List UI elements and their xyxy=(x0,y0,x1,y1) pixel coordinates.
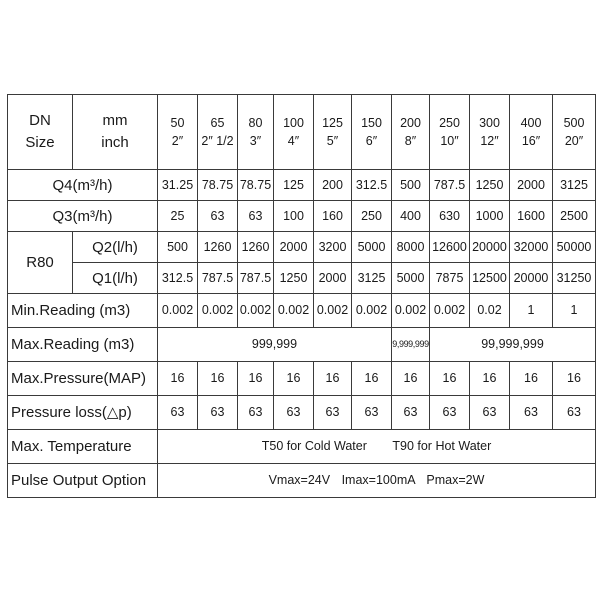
pressure-loss-value: 63 xyxy=(274,396,314,430)
q2-value: 50000 xyxy=(553,232,596,263)
q1-value: 7875 xyxy=(430,263,470,294)
q1-value: 5000 xyxy=(392,263,430,294)
q3-value: 250 xyxy=(352,201,392,232)
q3-value: 1600 xyxy=(510,201,553,232)
hot-water-temperature: T90 for Hot Water xyxy=(392,439,492,454)
pressure-loss-value: 63 xyxy=(553,396,596,430)
specification-table xyxy=(7,94,596,498)
q3-value: 25 xyxy=(158,201,198,232)
max-pressure-value: 16 xyxy=(510,362,553,396)
q3-value: 630 xyxy=(430,201,470,232)
max-pressure-value: 16 xyxy=(238,362,274,396)
min-reading-value: 0.002 xyxy=(198,294,238,328)
max-pressure-value: 16 xyxy=(274,362,314,396)
q2-value: 2000 xyxy=(274,232,314,263)
q2-value: 1260 xyxy=(238,232,274,263)
max-pressure-value: 16 xyxy=(470,362,510,396)
min-reading-value: 0.002 xyxy=(430,294,470,328)
pressure-loss-value: 63 xyxy=(352,396,392,430)
q1-label: Q1(l/h) xyxy=(73,263,158,294)
q3-value: 1000 xyxy=(470,201,510,232)
min-reading-row xyxy=(8,294,596,328)
r80-label: R80 xyxy=(8,232,73,294)
q4-value: 312.5 xyxy=(352,170,392,201)
q4-value: 1250 xyxy=(470,170,510,201)
size-cell: 150 6″ xyxy=(352,95,392,170)
q4-label: Q4(m³/h) xyxy=(8,170,158,201)
max-pressure-label: Max.Pressure(MAP) xyxy=(8,362,158,396)
min-reading-value: 0.002 xyxy=(158,294,198,328)
imax-value: Imax=100mA xyxy=(341,473,415,488)
max-reading-group-3: 99,999,999 xyxy=(430,328,596,362)
pressure-loss-value: 63 xyxy=(238,396,274,430)
q4-value: 787.5 xyxy=(430,170,470,201)
min-reading-value: 0.002 xyxy=(392,294,430,328)
q3-row xyxy=(8,201,596,232)
q1-value: 1250 xyxy=(274,263,314,294)
pmax-value: Pmax=2W xyxy=(426,473,485,488)
min-reading-value: 0.02 xyxy=(470,294,510,328)
pressure-loss-value: 63 xyxy=(510,396,553,430)
max-pressure-value: 16 xyxy=(158,362,198,396)
q3-value: 63 xyxy=(198,201,238,232)
cold-water-temperature: T50 for Cold Water xyxy=(261,439,367,454)
q4-value: 2000 xyxy=(510,170,553,201)
q2-value: 12600 xyxy=(430,232,470,263)
q3-label: Q3(m³/h) xyxy=(8,201,158,232)
units-cell: mm inch xyxy=(73,95,158,170)
q2-value: 1260 xyxy=(198,232,238,263)
size-cell: 65 2″ 1/2 xyxy=(198,95,238,170)
q2-row xyxy=(8,232,596,263)
q1-value: 312.5 xyxy=(158,263,198,294)
max-pressure-value: 16 xyxy=(392,362,430,396)
min-reading-value: 1 xyxy=(553,294,596,328)
q2-label: Q2(l/h) xyxy=(73,232,158,263)
min-reading-value: 0.002 xyxy=(238,294,274,328)
size-cell: 80 3″ xyxy=(238,95,274,170)
q1-row xyxy=(8,263,596,294)
q1-value: 3125 xyxy=(352,263,392,294)
q3-value: 160 xyxy=(314,201,352,232)
vmax-value: Vmax=24V xyxy=(268,473,331,488)
q4-value: 500 xyxy=(392,170,430,201)
size-header-row xyxy=(8,95,596,170)
min-reading-label: Min.Reading (m3) xyxy=(8,294,158,328)
q2-value: 8000 xyxy=(392,232,430,263)
max-pressure-row xyxy=(8,362,596,396)
pressure-loss-value: 63 xyxy=(198,396,238,430)
max-reading-group-1: 999,999 xyxy=(158,328,392,362)
q1-value: 2000 xyxy=(314,263,352,294)
q1-value: 12500 xyxy=(470,263,510,294)
pressure-loss-row xyxy=(8,396,596,430)
q3-value: 2500 xyxy=(553,201,596,232)
size-cell: 300 12″ xyxy=(470,95,510,170)
q4-value: 125 xyxy=(274,170,314,201)
size-cell: 100 4″ xyxy=(274,95,314,170)
pulse-output-label: Pulse Output Option xyxy=(8,464,158,498)
pressure-loss-value: 63 xyxy=(470,396,510,430)
max-pressure-value: 16 xyxy=(352,362,392,396)
max-pressure-value: 16 xyxy=(198,362,238,396)
size-cell: 250 10″ xyxy=(430,95,470,170)
pulse-output-value xyxy=(158,464,596,498)
pulse-output-row xyxy=(8,464,596,498)
q4-row xyxy=(8,170,596,201)
max-pressure-value: 16 xyxy=(314,362,352,396)
q3-value: 63 xyxy=(238,201,274,232)
dn-size-cell: DN Size xyxy=(8,95,73,170)
min-reading-value: 1 xyxy=(510,294,553,328)
size-cell: 50 2″ xyxy=(158,95,198,170)
pressure-loss-value: 63 xyxy=(430,396,470,430)
q1-value: 787.5 xyxy=(198,263,238,294)
size-cell: 400 16″ xyxy=(510,95,553,170)
min-reading-value: 0.002 xyxy=(314,294,352,328)
pressure-loss-value: 63 xyxy=(314,396,352,430)
size-cell: 125 5″ xyxy=(314,95,352,170)
q4-value: 200 xyxy=(314,170,352,201)
q1-value: 31250 xyxy=(553,263,596,294)
size-cell: 200 8″ xyxy=(392,95,430,170)
min-reading-value: 0.002 xyxy=(352,294,392,328)
q3-value: 100 xyxy=(274,201,314,232)
q4-value: 31.25 xyxy=(158,170,198,201)
q2-value: 500 xyxy=(158,232,198,263)
max-temperature-value xyxy=(158,430,596,464)
q4-value: 3125 xyxy=(553,170,596,201)
q1-value: 787.5 xyxy=(238,263,274,294)
q2-value: 3200 xyxy=(314,232,352,263)
q2-value: 5000 xyxy=(352,232,392,263)
max-temperature-row xyxy=(8,430,596,464)
size-cell: 500 20″ xyxy=(553,95,596,170)
max-reading-group-2: 9,999,999 xyxy=(392,328,430,362)
max-pressure-value: 16 xyxy=(430,362,470,396)
q2-value: 20000 xyxy=(470,232,510,263)
pressure-loss-label: Pressure loss(△p) xyxy=(8,396,158,430)
max-reading-row xyxy=(8,328,596,362)
q4-value: 78.75 xyxy=(238,170,274,201)
q1-value: 20000 xyxy=(510,263,553,294)
max-reading-label: Max.Reading (m3) xyxy=(8,328,158,362)
max-temperature-label: Max. Temperature xyxy=(8,430,158,464)
min-reading-value: 0.002 xyxy=(274,294,314,328)
pressure-loss-value: 63 xyxy=(392,396,430,430)
q3-value: 400 xyxy=(392,201,430,232)
q4-value: 78.75 xyxy=(198,170,238,201)
max-pressure-value: 16 xyxy=(553,362,596,396)
q2-value: 32000 xyxy=(510,232,553,263)
pressure-loss-value: 63 xyxy=(158,396,198,430)
